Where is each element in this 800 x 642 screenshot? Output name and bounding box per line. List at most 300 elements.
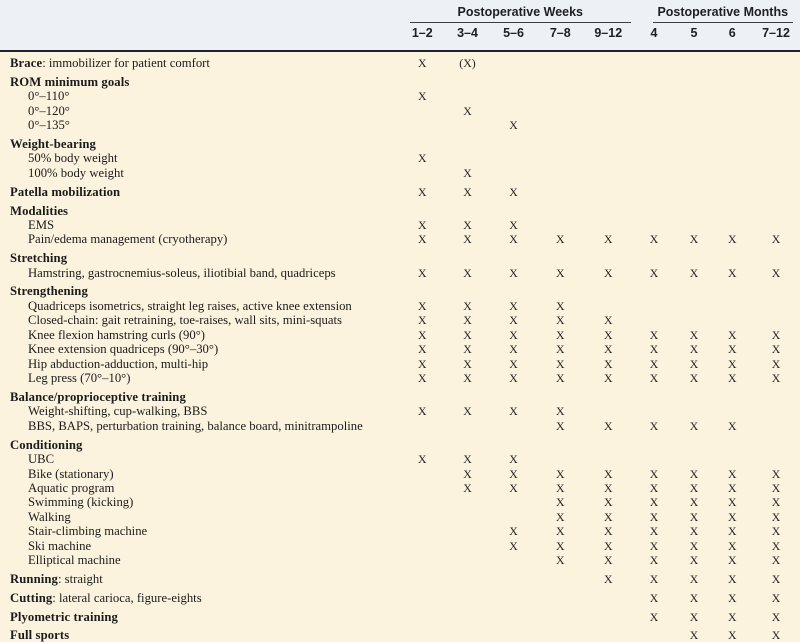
mark-cell: X <box>509 356 518 371</box>
mark-cell <box>445 438 491 452</box>
mark-cell: X <box>603 418 613 433</box>
mark-cell <box>537 251 585 265</box>
mark-cell: X <box>463 165 472 180</box>
mark-cell <box>584 284 633 298</box>
row-label-text: 0°–110° <box>28 89 70 104</box>
mark-cell: X <box>417 217 427 232</box>
mark-cell <box>445 151 491 165</box>
week-column-label: 5–6 <box>503 26 524 40</box>
mark-cell <box>713 104 753 118</box>
mark-cell <box>537 151 585 165</box>
mark-cell: X <box>771 495 781 510</box>
mark-cell <box>400 591 445 605</box>
table-row <box>0 118 800 132</box>
mark-cell: X <box>463 356 472 371</box>
mark-cell <box>400 438 445 452</box>
mark-cell <box>400 553 445 567</box>
mark-cell: X <box>771 356 781 371</box>
row-label <box>0 438 400 452</box>
mark-cell <box>713 185 753 199</box>
table-row <box>0 524 800 538</box>
mark-cell <box>676 104 713 118</box>
mark-cell <box>584 610 633 624</box>
row-label <box>0 495 400 509</box>
month-column-label: 5 <box>690 26 698 40</box>
row-label-bold: Running <box>10 571 58 586</box>
mark-cell: X <box>689 524 699 539</box>
mark-cell: X <box>689 571 699 586</box>
mark-cell: X <box>603 327 613 342</box>
mark-cell <box>676 75 713 89</box>
table-row <box>0 299 800 313</box>
row-label <box>0 56 400 70</box>
mark-cell: X <box>649 609 659 624</box>
mark-cell: X <box>771 265 781 280</box>
mark-cell <box>633 218 676 232</box>
mark-cell: X <box>727 371 737 386</box>
row-label <box>0 104 400 118</box>
mark-cell: X <box>417 327 427 342</box>
mark-cell <box>537 390 585 404</box>
mark-cell <box>633 390 676 404</box>
mark-cell <box>445 390 491 404</box>
mark-cell: X <box>649 495 659 510</box>
row-label <box>0 89 400 103</box>
mark-cell <box>633 118 676 132</box>
mark-cell <box>445 75 491 89</box>
mark-cell <box>633 284 676 298</box>
table-row <box>0 371 800 385</box>
mark-cell <box>713 390 753 404</box>
mark-cell <box>537 118 585 132</box>
mark-cell <box>584 204 633 218</box>
mark-cell <box>713 218 753 232</box>
mark-cell: X <box>509 265 518 280</box>
mark-cell <box>676 166 713 180</box>
mark-cell <box>752 89 800 103</box>
row-label <box>0 75 400 89</box>
mark-cell: X <box>689 495 699 510</box>
table-row <box>0 467 800 481</box>
mark-cell: X <box>649 571 659 586</box>
table-row <box>0 390 800 404</box>
mark-cell <box>633 299 676 313</box>
mark-cell: X <box>649 356 659 371</box>
mark-cell: X <box>689 327 699 342</box>
mark-cell <box>445 628 491 642</box>
mark-cell: X <box>603 342 613 357</box>
mark-cell <box>676 390 713 404</box>
row-label <box>0 137 400 151</box>
mark-cell: X <box>603 538 613 553</box>
mark-cell <box>491 553 537 567</box>
row-label-text: Walking <box>28 509 71 524</box>
mark-cell: X <box>649 342 659 357</box>
mark-cell <box>676 218 713 232</box>
mark-cell <box>400 251 445 265</box>
mark-cell: X <box>509 342 518 357</box>
mark-cell <box>491 591 537 605</box>
label-column-spacer <box>0 26 400 40</box>
mark-cell: X <box>771 342 781 357</box>
table-row <box>0 328 800 342</box>
mark-cell: X <box>463 480 472 495</box>
mark-cell: X <box>771 371 781 386</box>
row-label-text: Elliptical machine <box>28 553 121 568</box>
mark-cell <box>491 572 537 586</box>
weeks-group-title: Postoperative Weeks <box>457 5 584 19</box>
row-label-text: Pain/edema management (cryotherapy) <box>28 232 228 247</box>
mark-cell <box>491 151 537 165</box>
mark-cell: X <box>689 418 699 433</box>
mark-cell: X <box>509 538 518 553</box>
row-label-bold: Strengthening <box>10 284 88 299</box>
mark-cell: X <box>603 313 613 328</box>
mark-cell <box>584 218 633 232</box>
mark-cell <box>491 75 537 89</box>
table-row <box>0 342 800 356</box>
mark-cell <box>537 137 585 151</box>
mark-cell: X <box>555 553 565 568</box>
mark-cell <box>491 390 537 404</box>
mark-cell: X <box>555 232 565 247</box>
row-label-text: Closed-chain: gait retraining, toe-raises, wall sits, mini-squats <box>28 313 342 328</box>
row-label-bold: Stretching <box>10 251 68 266</box>
mark-cell <box>400 610 445 624</box>
table-row <box>0 75 800 89</box>
mark-cell <box>676 313 713 327</box>
mark-cell <box>676 137 713 151</box>
month-column-label: 6 <box>728 26 736 40</box>
table-row <box>0 185 800 199</box>
mark-cell: X <box>727 418 737 433</box>
mark-cell <box>400 390 445 404</box>
row-label-text: Leg press (70°–10°) <box>28 371 131 386</box>
table-row <box>0 610 800 624</box>
row-label-text: Aquatic program <box>28 480 115 495</box>
mark-cell <box>584 89 633 103</box>
mark-cell <box>713 251 753 265</box>
row-label <box>0 539 400 553</box>
mark-cell <box>676 118 713 132</box>
mark-cell: X <box>689 590 699 605</box>
mark-cell: X <box>509 313 518 328</box>
mark-cell <box>752 284 800 298</box>
mark-cell: X <box>603 495 613 510</box>
mark-cell: X <box>555 356 565 371</box>
column-labels-row <box>0 26 800 40</box>
row-label-text: Hip abduction-adduction, multi-hip <box>28 356 209 371</box>
mark-cell: X <box>417 371 427 386</box>
row-label-text: Weight-shifting, cup-walking, BBS <box>28 404 208 419</box>
row-label <box>0 251 400 265</box>
mark-cell: X <box>555 480 565 495</box>
mark-cell <box>445 495 491 509</box>
mark-cell <box>713 89 753 103</box>
mark-cell: X <box>555 538 565 553</box>
mark-cell: X <box>689 480 699 495</box>
mark-cell <box>584 104 633 118</box>
mark-cell <box>676 185 713 199</box>
mark-cell: X <box>771 524 781 539</box>
mark-cell <box>676 438 713 452</box>
row-label-text: 100% body weight <box>28 165 124 180</box>
row-label-text: : straight <box>57 571 103 586</box>
mark-cell: X <box>689 509 699 524</box>
row-label-text: UBC <box>28 452 55 467</box>
row-label-text: EMS <box>28 217 55 232</box>
row-label <box>0 299 400 313</box>
row-label-text: Knee extension quadriceps (90°–30°) <box>28 342 219 357</box>
mark-cell <box>633 166 676 180</box>
mark-cell <box>445 204 491 218</box>
row-label <box>0 390 400 404</box>
mark-cell: X <box>649 590 659 605</box>
mark-cell <box>537 572 585 586</box>
mark-cell <box>445 137 491 151</box>
mark-cell: X <box>727 609 737 624</box>
mark-cell <box>400 572 445 586</box>
label-column-spacer <box>0 5 400 23</box>
mark-cell: X <box>509 452 518 467</box>
mark-cell <box>713 204 753 218</box>
mark-cell <box>584 438 633 452</box>
table-row <box>0 357 800 371</box>
table-row <box>0 438 800 452</box>
row-label <box>0 419 400 433</box>
mark-cell <box>537 185 585 199</box>
mark-cell <box>584 166 633 180</box>
mark-cell <box>400 419 445 433</box>
mark-cell: X <box>689 628 699 642</box>
mark-cell: X <box>603 466 613 481</box>
row-label-text: Swimming (kicking) <box>28 495 134 510</box>
mark-cell <box>491 510 537 524</box>
mark-cell <box>537 438 585 452</box>
mark-cell <box>400 539 445 553</box>
row-label-bold: Brace <box>10 56 43 70</box>
mark-cell <box>584 75 633 89</box>
row-label-bold: Conditioning <box>10 437 83 452</box>
mark-cell: X <box>417 89 427 104</box>
mark-cell: X <box>689 538 699 553</box>
mark-cell: X <box>727 232 737 247</box>
mark-cell <box>445 591 491 605</box>
mark-cell <box>537 75 585 89</box>
mark-cell: X <box>509 327 518 342</box>
mark-cell <box>400 137 445 151</box>
mark-cell: X <box>555 327 565 342</box>
mark-cell <box>752 118 800 132</box>
table-row <box>0 166 800 180</box>
mark-cell <box>713 75 753 89</box>
mark-cell <box>633 628 676 642</box>
mark-cell: X <box>463 452 472 467</box>
mark-cell <box>537 284 585 298</box>
mark-cell <box>537 204 585 218</box>
row-label <box>0 553 400 567</box>
mark-cell <box>633 452 676 466</box>
mark-cell: X <box>417 265 427 280</box>
mark-cell <box>713 438 753 452</box>
mark-cell <box>752 204 800 218</box>
mark-cell: X <box>555 509 565 524</box>
table-row <box>0 481 800 495</box>
row-label <box>0 328 400 342</box>
mark-cell <box>537 89 585 103</box>
mark-cell <box>491 284 537 298</box>
mark-cell <box>400 524 445 538</box>
mark-cell: X <box>463 404 472 419</box>
mark-cell <box>713 56 753 70</box>
mark-cell: X <box>463 313 472 328</box>
mark-cell <box>445 539 491 553</box>
mark-cell <box>752 299 800 313</box>
mark-cell <box>752 313 800 327</box>
mark-cell <box>400 204 445 218</box>
mark-cell <box>752 185 800 199</box>
mark-cell <box>584 299 633 313</box>
row-label <box>0 524 400 538</box>
mark-cell: X <box>771 232 781 247</box>
mark-cell <box>752 404 800 418</box>
mark-cell <box>633 438 676 452</box>
mark-cell <box>400 284 445 298</box>
mark-cell: X <box>603 232 613 247</box>
row-label <box>0 572 400 586</box>
week-column-label: 3–4 <box>457 26 478 40</box>
mark-cell <box>537 218 585 232</box>
mark-cell: X <box>689 356 699 371</box>
mark-cell: X <box>771 609 781 624</box>
mark-cell <box>752 166 800 180</box>
mark-cell <box>752 419 800 433</box>
mark-cell: X <box>649 524 659 539</box>
mark-cell: X <box>463 342 472 357</box>
mark-cell: X <box>603 524 613 539</box>
row-label-bold: ROM minimum goals <box>10 74 130 89</box>
mark-cell: X <box>603 509 613 524</box>
mark-cell: X <box>417 184 427 199</box>
table-row <box>0 495 800 509</box>
row-label <box>0 371 400 385</box>
table-row <box>0 419 800 433</box>
mark-cell <box>676 56 713 70</box>
mark-cell: X <box>555 524 565 539</box>
mark-cell: X <box>649 553 659 568</box>
mark-cell <box>584 628 633 642</box>
mark-cell <box>752 151 800 165</box>
row-label <box>0 204 400 218</box>
table-row <box>0 137 800 151</box>
mark-cell <box>633 251 676 265</box>
mark-cell <box>713 118 753 132</box>
table-row <box>0 204 800 218</box>
mark-cell <box>537 610 585 624</box>
mark-cell <box>584 118 633 132</box>
mark-cell <box>400 481 445 495</box>
row-label <box>0 357 400 371</box>
mark-cell <box>491 419 537 433</box>
month-column-label: 4 <box>650 26 658 40</box>
mark-cell <box>491 251 537 265</box>
row-label-bold: Balance/proprioceptive training <box>10 389 186 404</box>
row-label-bold: Patella mobilization <box>10 184 121 199</box>
mark-cell: X <box>463 327 472 342</box>
week-column-label: 1–2 <box>411 26 433 40</box>
row-label-text: Ski machine <box>28 538 92 553</box>
mark-cell <box>676 452 713 466</box>
mark-cell: X <box>649 509 659 524</box>
mark-cell: X <box>509 232 518 247</box>
table-row <box>0 452 800 466</box>
row-label <box>0 313 400 327</box>
mark-cell <box>584 185 633 199</box>
mark-cell <box>676 284 713 298</box>
mark-cell: X <box>509 480 518 495</box>
mark-cell <box>584 452 633 466</box>
mark-cell: X <box>417 313 427 328</box>
table-row <box>0 232 800 246</box>
mark-cell: X <box>509 466 518 481</box>
mark-cell <box>537 166 585 180</box>
mark-cell <box>633 151 676 165</box>
table-row <box>0 539 800 553</box>
mark-cell <box>491 495 537 509</box>
mark-cell: X <box>417 404 427 419</box>
mark-cell <box>752 137 800 151</box>
mark-cell <box>400 104 445 118</box>
mark-cell <box>633 137 676 151</box>
mark-cell: X <box>509 298 518 313</box>
months-group-title: Postoperative Months <box>657 5 789 19</box>
mark-cell: X <box>603 356 613 371</box>
mark-cell: X <box>509 118 518 133</box>
mark-cell: X <box>603 265 613 280</box>
mark-cell <box>491 438 537 452</box>
mark-cell: X <box>555 265 565 280</box>
table-row <box>0 218 800 232</box>
mark-cell: X <box>649 371 659 386</box>
mark-cell <box>752 56 800 70</box>
mark-cell: X <box>509 524 518 539</box>
mark-cell: X <box>649 480 659 495</box>
mark-cell: X <box>649 232 659 247</box>
table-row <box>0 572 800 586</box>
mark-cell: X <box>417 452 427 467</box>
mark-cell <box>400 510 445 524</box>
mark-cell <box>584 137 633 151</box>
mark-cell <box>752 438 800 452</box>
mark-cell <box>491 204 537 218</box>
mark-cell <box>752 218 800 232</box>
week-column-label: 7–8 <box>549 26 571 40</box>
mark-cell <box>676 404 713 418</box>
table-row <box>0 628 800 642</box>
mark-cell <box>584 591 633 605</box>
row-label-text: BBS, BAPS, perturbation training, balance board, minitrampoline <box>28 418 363 433</box>
mark-cell: X <box>463 298 472 313</box>
row-label <box>0 284 400 298</box>
mark-cell: X <box>727 480 737 495</box>
mark-cell: X <box>417 56 427 70</box>
weeks-column-group <box>410 5 631 23</box>
mark-cell <box>713 404 753 418</box>
mark-cell: X <box>771 480 781 495</box>
row-label <box>0 218 400 232</box>
mark-cell: X <box>727 265 737 280</box>
mark-cell <box>445 284 491 298</box>
